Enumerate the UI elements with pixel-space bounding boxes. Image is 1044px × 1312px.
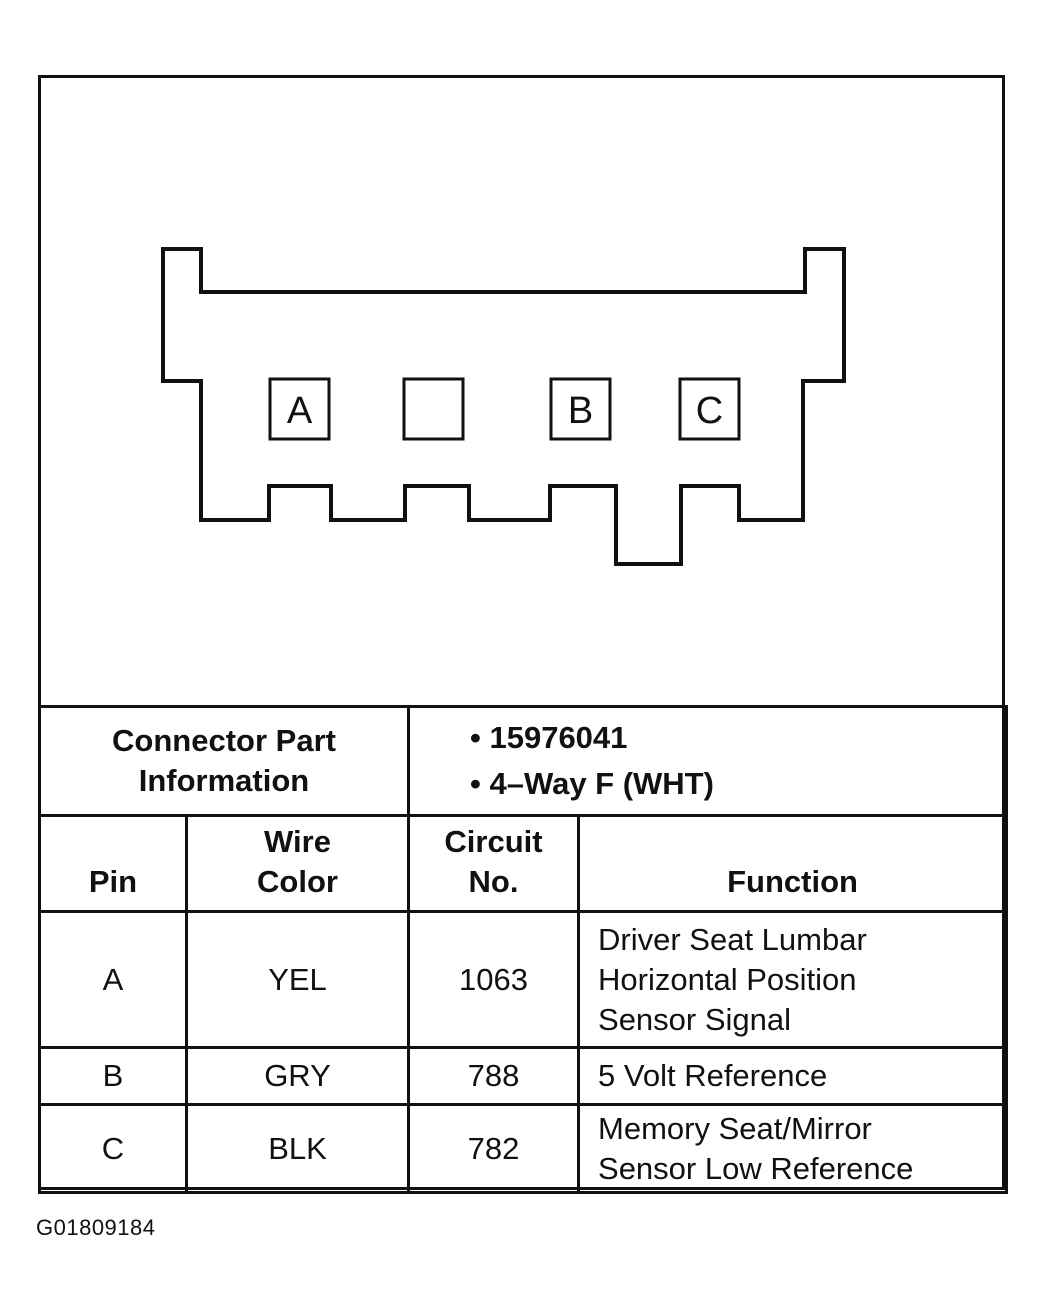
table-row	[40, 1105, 1007, 1193]
row-b-wire-color: GRY	[187, 1048, 409, 1105]
connector-info-table	[38, 705, 1008, 1194]
header-wire-color-line1: Wire	[264, 824, 331, 859]
row-a-circuit: 1063	[409, 912, 579, 1048]
connector-outline	[163, 249, 844, 564]
row-a-function-line1: Driver Seat Lumbar	[598, 921, 867, 957]
part-info-label-line2: Information	[138, 763, 310, 798]
pin-label-c: C	[695, 390, 724, 432]
header-wire-color-line2: Color	[257, 864, 338, 899]
header-circuit-line1: Circuit	[444, 824, 543, 859]
part-info-row	[40, 707, 1007, 816]
row-b-function	[579, 1048, 1007, 1105]
diagram-frame	[38, 75, 1005, 1190]
row-c-pin: C	[40, 1105, 187, 1193]
row-b-circuit: 788	[409, 1048, 579, 1105]
header-circuit	[409, 816, 579, 912]
connector-diagram	[41, 78, 1002, 705]
header-pin-text: Pin	[88, 864, 138, 899]
row-c-wire-color: BLK	[187, 1105, 409, 1193]
connector-type: • 4–Way F (WHT)	[470, 766, 714, 801]
header-circuit-line2: No.	[468, 864, 519, 899]
table-row	[40, 912, 1007, 1048]
row-c-function-line1: Memory Seat/Mirror	[598, 1110, 872, 1146]
header-pin	[40, 816, 187, 912]
header-function	[579, 816, 1007, 912]
row-a-wire-color: YEL	[187, 912, 409, 1048]
pin-cavity-empty	[404, 379, 463, 439]
table-row	[40, 1048, 1007, 1105]
row-c-circuit: 782	[409, 1105, 579, 1193]
row-a-function-line2: Horizontal Position	[598, 961, 857, 997]
header-function-text: Function	[727, 864, 858, 899]
header-wire-color	[187, 816, 409, 912]
part-info-label-cell	[40, 707, 409, 816]
column-header-row	[40, 816, 1007, 912]
part-number: • 15976041	[470, 720, 628, 755]
part-info-label-line1: Connector Part	[112, 723, 336, 758]
pin-label-b: B	[567, 390, 594, 432]
row-b-function-line1: 5 Volt Reference	[598, 1058, 828, 1093]
row-c-function	[579, 1105, 1007, 1193]
connector-face-svg	[41, 78, 1002, 705]
row-a-pin: A	[40, 912, 187, 1048]
row-c-function-line2: Sensor Low Reference	[598, 1150, 914, 1186]
part-info-values-cell	[409, 707, 1007, 816]
figure-id: G01809184	[36, 1215, 156, 1240]
pin-label-a: A	[286, 390, 313, 432]
row-a-function	[579, 912, 1007, 1048]
row-a-function-line3: Sensor Signal	[598, 1001, 792, 1037]
row-b-pin: B	[40, 1048, 187, 1105]
